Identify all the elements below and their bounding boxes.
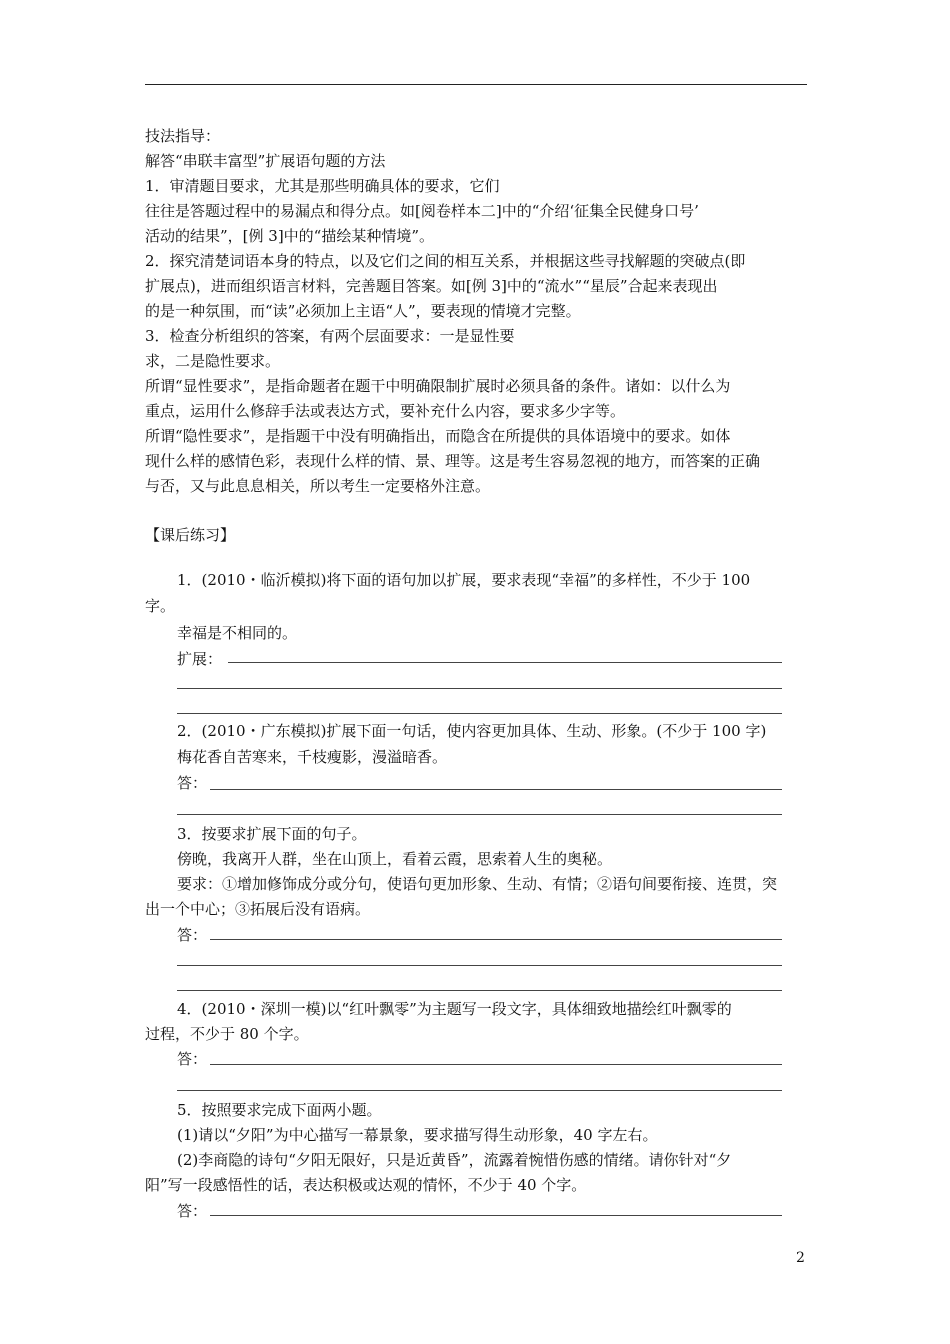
exercises-title: 【课后练习】 bbox=[145, 526, 236, 544]
question-3-answer-label: 答： bbox=[177, 926, 208, 944]
guidance-heading: 技法指导： bbox=[145, 127, 221, 145]
explicit-requirement-line-1: 所谓“显性要求”，是指命题者在题干中明确限制扩展时必须具备的条件。诸如：以什么为 bbox=[145, 377, 731, 395]
question-3-answer-line[interactable] bbox=[177, 965, 782, 966]
question-3-requirement-line-2: 出一个中心；③拓展后没有语病。 bbox=[145, 900, 371, 918]
question-5-answer-label: 答： bbox=[177, 1202, 208, 1220]
page-number: 2 bbox=[796, 1250, 805, 1266]
question-1-answer-line[interactable] bbox=[177, 713, 782, 714]
question-1-sentence: 幸福是不相同的。 bbox=[177, 624, 298, 642]
guidance-point-1-line-3: 活动的结果”，[例 3]中的“描绘某种情境”。 bbox=[145, 227, 435, 245]
guidance-point-2-line-2: 扩展点)，进而组织语言材料，完善题目答案。如[例 3]中的“流水”“星辰”合起来表现出 bbox=[145, 277, 718, 295]
question-1-answer-label: 扩展： bbox=[177, 650, 223, 668]
implicit-requirement-line-1: 所谓“隐性要求”，是指题干中没有明确指出，而隐含在所提供的具体语境中的要求。如体 bbox=[145, 427, 731, 445]
question-2-answer-line[interactable] bbox=[177, 814, 782, 815]
question-5-line-1: 5．按照要求完成下面两小题。 bbox=[177, 1101, 382, 1119]
question-5-subquestion-2-line-2: 阳”写一段感悟性的话，表达积极或达观的情怀，不少于 40 个字。 bbox=[145, 1176, 587, 1194]
guidance-point-3-line-1: 3．检查分析组织的答案，有两个层面要求：一是显性要 bbox=[145, 327, 515, 345]
question-3-requirement-line-1: 要求：①增加修饰成分或分句，使语句更加形象、生动、有情；②语句间要衔接、连贯，突 bbox=[177, 875, 778, 893]
question-1-line-2: 字。 bbox=[145, 597, 176, 615]
question-2-sentence: 梅花香自苦寒来，千枝瘦影，漫溢暗香。 bbox=[177, 748, 448, 766]
guidance-point-1-line-1: 1．审清题目要求，尤其是那些明确具体的要求，它们 bbox=[145, 177, 500, 195]
question-5-answer-line[interactable] bbox=[210, 1215, 782, 1216]
question-4-answer-line[interactable] bbox=[210, 1064, 782, 1065]
question-3-line-1: 3．按要求扩展下面的句子。 bbox=[177, 825, 367, 843]
question-5-subquestion-1: (1)请以“夕阳”为中心描写一幕景象，要求描写得生动形象，40 字左右。 bbox=[177, 1126, 658, 1144]
guidance-point-1-line-2: 往往是答题过程中的易漏点和得分点。如[阅卷样本二]中的“介绍‘征集全民健身口号’ bbox=[145, 202, 699, 220]
question-5-subquestion-2-line-1: (2)李商隐的诗句“夕阳无限好，只是近黄昏”，流露着惋惜伤感的情绪。请你针对“夕 bbox=[177, 1151, 732, 1169]
implicit-requirement-line-3: 与否，又与此息息相关，所以考生一定要格外注意。 bbox=[145, 477, 491, 495]
question-2-line-1: 2．(2010・广东模拟)扩展下面一句话，使内容更加具体、生动、形象。(不少于 100 字) bbox=[177, 722, 767, 740]
question-3-answer-line[interactable] bbox=[177, 990, 782, 991]
question-3-sentence: 傍晚，我离开人群，坐在山顶上，看着云霞，思索着人生的奥秘。 bbox=[177, 850, 613, 868]
guidance-subheading: 解答“串联丰富型”扩展语句题的方法 bbox=[145, 152, 386, 170]
question-1-answer-line[interactable] bbox=[177, 688, 782, 689]
explicit-requirement-line-2: 重点，运用什么修辞手法或表达方式，要补充什么内容，要求多少字等。 bbox=[145, 402, 626, 420]
guidance-point-2-line-1: 2．探究清楚词语本身的特点，以及它们之间的相互关系，并根据这些寻找解题的突破点(即 bbox=[145, 252, 746, 270]
question-4-line-1: 4．(2010・深圳一模)以“红叶飘零”为主题写一段文字，具体细致地描绘红叶飘零的 bbox=[177, 1000, 732, 1018]
question-1-line-1: 1．(2010・临沂模拟)将下面的语句加以扩展，要求表现“幸福”的多样性，不少于 100 bbox=[177, 571, 751, 589]
question-3-answer-line[interactable] bbox=[210, 939, 782, 940]
implicit-requirement-line-2: 现什么样的感情色彩，表现什么样的情、景、理等。这是考生容易忽视的地方，而答案的正确 bbox=[145, 452, 761, 470]
question-4-answer-line[interactable] bbox=[177, 1090, 782, 1091]
header-rule bbox=[145, 84, 807, 85]
question-1-answer-line[interactable] bbox=[228, 662, 782, 663]
question-2-answer-line[interactable] bbox=[210, 789, 782, 790]
question-4-line-2: 过程，不少于 80 个字。 bbox=[145, 1025, 309, 1043]
guidance-point-2-line-3: 的是一种氛围，而“读”必须加上主语“人”，要表现的情境才完整。 bbox=[145, 302, 581, 320]
guidance-point-3-line-2: 求，二是隐性要求。 bbox=[145, 352, 281, 370]
question-4-answer-label: 答： bbox=[177, 1050, 208, 1068]
question-2-answer-label: 答： bbox=[177, 774, 208, 792]
